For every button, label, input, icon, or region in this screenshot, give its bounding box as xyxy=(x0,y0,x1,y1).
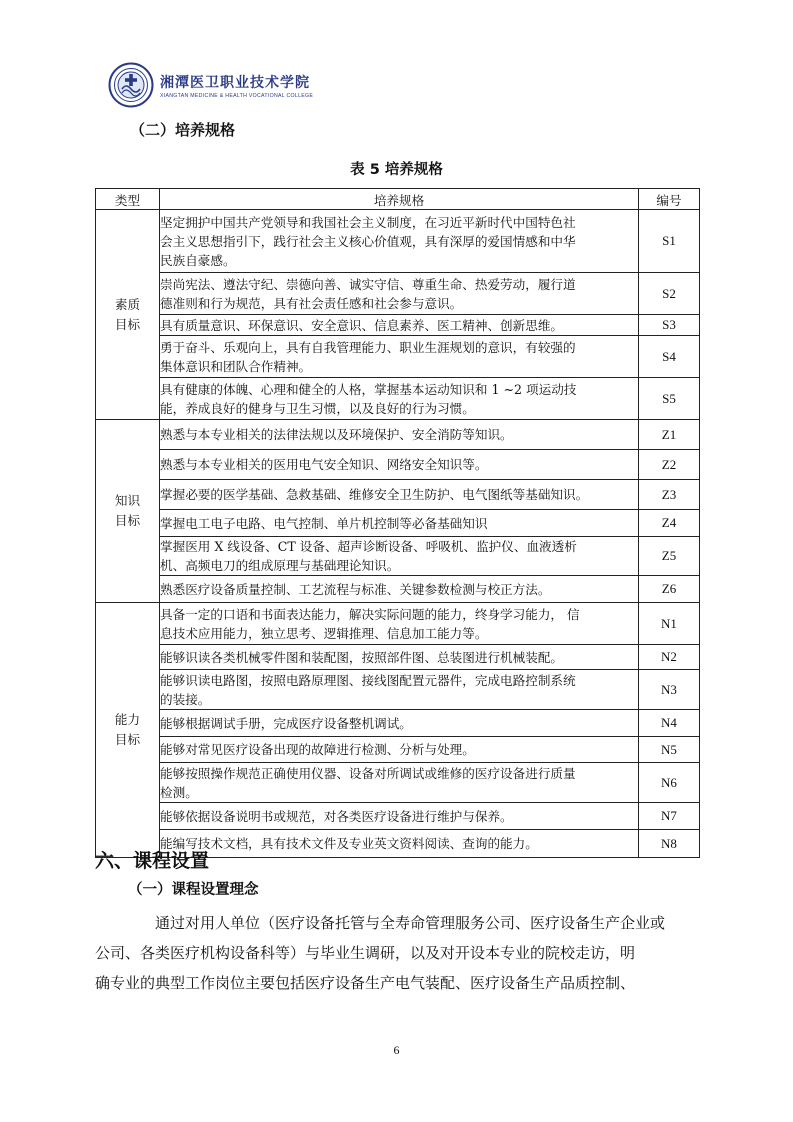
spec-text: 具有健康的体魄、心理和健全的人格，掌握基本运动知识和 1 ~2 项运动技 xyxy=(160,381,577,397)
spec-text: 能够按照操作规范正确使用仪器、设备对所调试或维修的医疗设备进行质量 xyxy=(160,765,576,781)
spec-cell xyxy=(160,737,639,763)
spec-cell xyxy=(160,670,639,710)
table-row xyxy=(96,510,700,537)
paragraph-line: 通过对用人单位（医疗设备托管与全寿命管理服务公司、医疗设备生产企业或 xyxy=(155,914,666,932)
spec-text: 勇于奋斗、乐观向上，具有自我管理能力、职业生涯规划的意识，有较强的 xyxy=(160,339,576,355)
table-body xyxy=(96,210,700,858)
table-row xyxy=(96,576,700,603)
header-code: 编号 xyxy=(639,189,700,210)
spec-text: 能够依据设备说明书或规范，对各类医疗设备进行维护与保养。 xyxy=(160,808,513,824)
spec-code: Z1 xyxy=(639,420,700,450)
spec-cell xyxy=(160,273,639,315)
school-name-cn: 湘潭医卫职业技术学院 xyxy=(160,74,310,91)
header-type: 类型 xyxy=(96,189,160,210)
spec-cell xyxy=(160,830,639,858)
spec-text: 民族自豪感。 xyxy=(160,252,236,268)
subsection-heading: （一）课程设置理念 xyxy=(128,882,259,898)
table-row xyxy=(96,273,700,315)
spec-text: 熟悉与本专业相关的医用电气安全知识、网络安全知识等。 xyxy=(160,457,488,472)
spec-cell xyxy=(160,420,639,450)
spec-code: S5 xyxy=(639,378,700,420)
spec-text: 熟悉医疗设备质量控制、工艺流程与标准、关键参数检测与校正方法。 xyxy=(160,581,551,597)
spec-text: 具备一定的口语和书面表达能力，解决实际问题的能力，终身学习能力， 信 xyxy=(160,606,580,622)
spec-code: N5 xyxy=(639,737,700,763)
spec-cell xyxy=(160,378,639,420)
spec-code: N8 xyxy=(639,830,700,858)
spec-code: N7 xyxy=(639,803,700,830)
spec-cell xyxy=(160,210,639,273)
table-row xyxy=(96,645,700,670)
spec-text: 掌握电工电子电路、电气控制、单片机控制等必备基础知识 xyxy=(160,515,488,531)
spec-cell xyxy=(160,763,639,803)
spec-text: 能够识读各类机械零件图和装配图，按照部件图、总装图进行机械装配。 xyxy=(160,649,563,665)
table-row xyxy=(96,803,700,830)
category-label: 知识 xyxy=(114,493,141,508)
paragraph-line: 公司、各类医疗机构设备科等）与毕业生调研，以及对开设本专业的院校走访，明 xyxy=(95,944,636,962)
spec-code: N3 xyxy=(639,670,700,710)
spec-code: Z2 xyxy=(639,450,700,480)
category-label: 目标 xyxy=(114,513,141,528)
page-number: 6 xyxy=(393,1043,400,1057)
spec-code: Z6 xyxy=(639,576,700,603)
table-row xyxy=(96,710,700,737)
category-cell xyxy=(96,210,160,420)
spec-cell xyxy=(160,576,639,603)
spec-code: N2 xyxy=(639,645,700,670)
spec-text: 掌握必要的医学基础、急救基础、维修安全卫生防护、电气图纸等基础知识。 xyxy=(160,487,589,502)
spec-code: S3 xyxy=(639,315,700,336)
school-logo-icon xyxy=(108,62,154,108)
spec-cell xyxy=(160,537,639,576)
spec-code: Z4 xyxy=(639,510,700,537)
spec-code: N6 xyxy=(639,763,700,803)
spec-text: 的装接。 xyxy=(160,691,211,707)
spec-text: 能够识读电路图，按照电路原理图、接线图配置元器件，完成电路控制系统 xyxy=(160,672,576,688)
body-paragraph xyxy=(95,908,699,998)
spec-code: Z5 xyxy=(639,537,700,576)
spec-cell xyxy=(160,510,639,537)
section-heading: （二）培养规格 xyxy=(130,121,236,139)
table-row xyxy=(96,420,700,450)
table-row xyxy=(96,450,700,480)
table-row xyxy=(96,315,700,336)
spec-text: 能，养成良好的健身与卫生习惯，以及良好的行为习惯。 xyxy=(160,400,475,416)
table-row xyxy=(96,670,700,710)
paragraph-line: 确专业的典型工作岗位主要包括医疗设备生产电气装配、医疗设备生产品质控制、 xyxy=(95,974,636,992)
table-row xyxy=(96,763,700,803)
spec-text: 检测。 xyxy=(160,784,198,800)
table-caption: 表 5 培养规格 xyxy=(350,162,443,178)
category-cell xyxy=(96,603,160,858)
category-label: 目标 xyxy=(114,732,141,747)
category-label: 目标 xyxy=(114,316,141,332)
table-row xyxy=(96,378,700,420)
spec-text: 集体意识和团队合作精神。 xyxy=(160,358,312,374)
category-label: 能力 xyxy=(114,712,141,727)
table-header-row xyxy=(96,189,700,210)
spec-text: 坚定拥护中国共产党领导和我国社会主义制度，在习近平新时代中国特色社 xyxy=(160,214,576,230)
spec-text: 机、高频电刀的组成原理与基础理论知识。 xyxy=(160,558,400,573)
spec-code: N1 xyxy=(639,603,700,645)
spec-text: 崇尚宪法、遵法守纪、崇德向善、诚实守信、尊重生命、热爱劳动，履行道 xyxy=(160,276,576,292)
spec-cell xyxy=(160,710,639,737)
spec-cell xyxy=(160,603,639,645)
spec-code: N4 xyxy=(639,710,700,737)
chapter-heading: 六、课程设置 xyxy=(95,850,210,872)
spec-text: 德准则和行为规范，具有社会责任感和社会参与意识。 xyxy=(160,295,463,311)
spec-cell xyxy=(160,315,639,336)
school-name-en: XIANGTAN MEDICINE & HEALTH VOCATIONAL COLLEGE xyxy=(160,92,314,99)
page-header xyxy=(108,62,313,108)
spec-text: 熟悉与本专业相关的法律法规以及环境保护、安全消防等知识。 xyxy=(160,427,513,442)
spec-text: 能编写技术文档，具有技术文件及专业英文资料阅读、查询的能力。 xyxy=(160,836,538,851)
spec-text: 息技术应用能力，独立思考、逻辑推理、信息加工能力等。 xyxy=(160,625,488,641)
spec-code: S4 xyxy=(639,336,700,378)
spec-cell xyxy=(160,645,639,670)
spec-code: Z3 xyxy=(639,480,700,510)
spec-text: 会主义思想指引下，践行社会主义核心价值观，具有深厚的爱国情感和中华 xyxy=(160,233,576,249)
table-row xyxy=(96,210,700,273)
spec-cell xyxy=(160,480,639,510)
table-row xyxy=(96,603,700,645)
table-row xyxy=(96,537,700,576)
spec-code: S2 xyxy=(639,273,700,315)
spec-cell xyxy=(160,336,639,378)
spec-cell xyxy=(160,803,639,830)
training-spec-table xyxy=(95,188,700,858)
header-spec: 培养规格 xyxy=(160,189,639,210)
spec-text: 掌握医用 X 线设备、CT 设备、超声诊断设备、呼吸机、监护仪、血液透析 xyxy=(160,539,577,554)
spec-code: S1 xyxy=(639,210,700,273)
category-cell xyxy=(96,420,160,603)
spec-text: 具有质量意识、环保意识、安全意识、信息素养、医工精神、创新思维。 xyxy=(160,317,563,333)
table-row xyxy=(96,480,700,510)
spec-cell xyxy=(160,450,639,480)
spec-text: 能够对常见医疗设备出现的故障进行检测、分析与处理。 xyxy=(160,742,475,757)
table-row xyxy=(96,737,700,763)
table-row xyxy=(96,336,700,378)
category-label: 素质 xyxy=(114,296,141,312)
spec-text: 能够根据调试手册，完成医疗设备整机调试。 xyxy=(160,715,412,731)
